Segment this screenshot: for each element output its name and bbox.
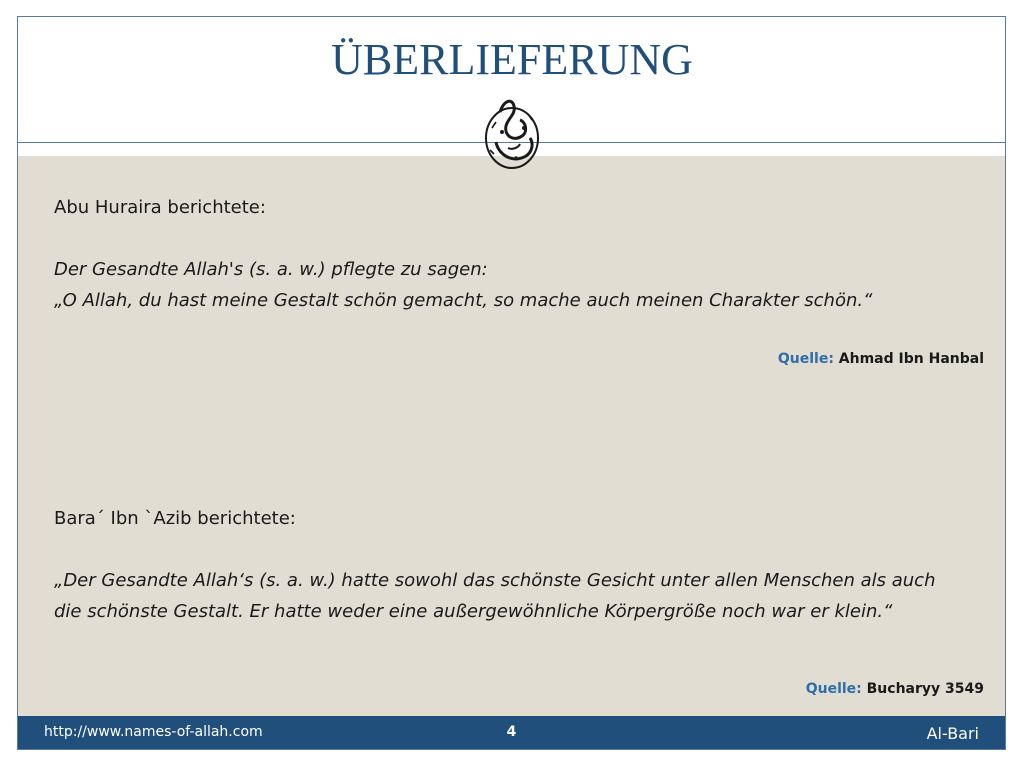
footer-name: Al-Bari [926, 724, 979, 743]
hadith1-line2: „O Allah, du hast meine Gestalt schön gemacht, so mache auch meinen Charakter schön.“ [54, 290, 873, 311]
hadith2-source-label: Quelle: [805, 681, 862, 697]
page-number: 4 [506, 724, 517, 740]
hadith1-intro: Abu Huraira berichtete: [54, 197, 266, 218]
footer-bar [18, 716, 1005, 749]
hadith1-source-name: Ahmad Ibn Hanbal [838, 351, 984, 367]
hadith1-source-label: Quelle: [777, 351, 834, 367]
hadith2-source [806, 681, 984, 697]
slide-title: ÜBERLIEFERUNG [331, 35, 693, 84]
content-panel [18, 156, 1005, 716]
hadith2-source-name: Bucharyy 3549 [866, 681, 984, 697]
hadith1-line1: Der Gesandte Allah's (s. a. w.) pflegte zu sagen: [54, 259, 488, 280]
arabic-calligraphy-emblem-icon [478, 92, 546, 176]
hadith1-source [778, 351, 984, 367]
hadith2-intro: Bara´ Ibn `Azib berichtete: [54, 508, 296, 529]
hadith2-line2: die schönste Gestalt. Er hatte weder eine außergewöhnliche Körpergröße noch war er klein.“ [54, 601, 893, 622]
hadith2-line1: „Der Gesandte Allah‘s (s. a. w.) hatte sowohl das schönste Gesicht unter allen Menschen als auch [54, 570, 936, 591]
footer-url-link[interactable]: http://www.names-of-allah.com [44, 724, 263, 740]
